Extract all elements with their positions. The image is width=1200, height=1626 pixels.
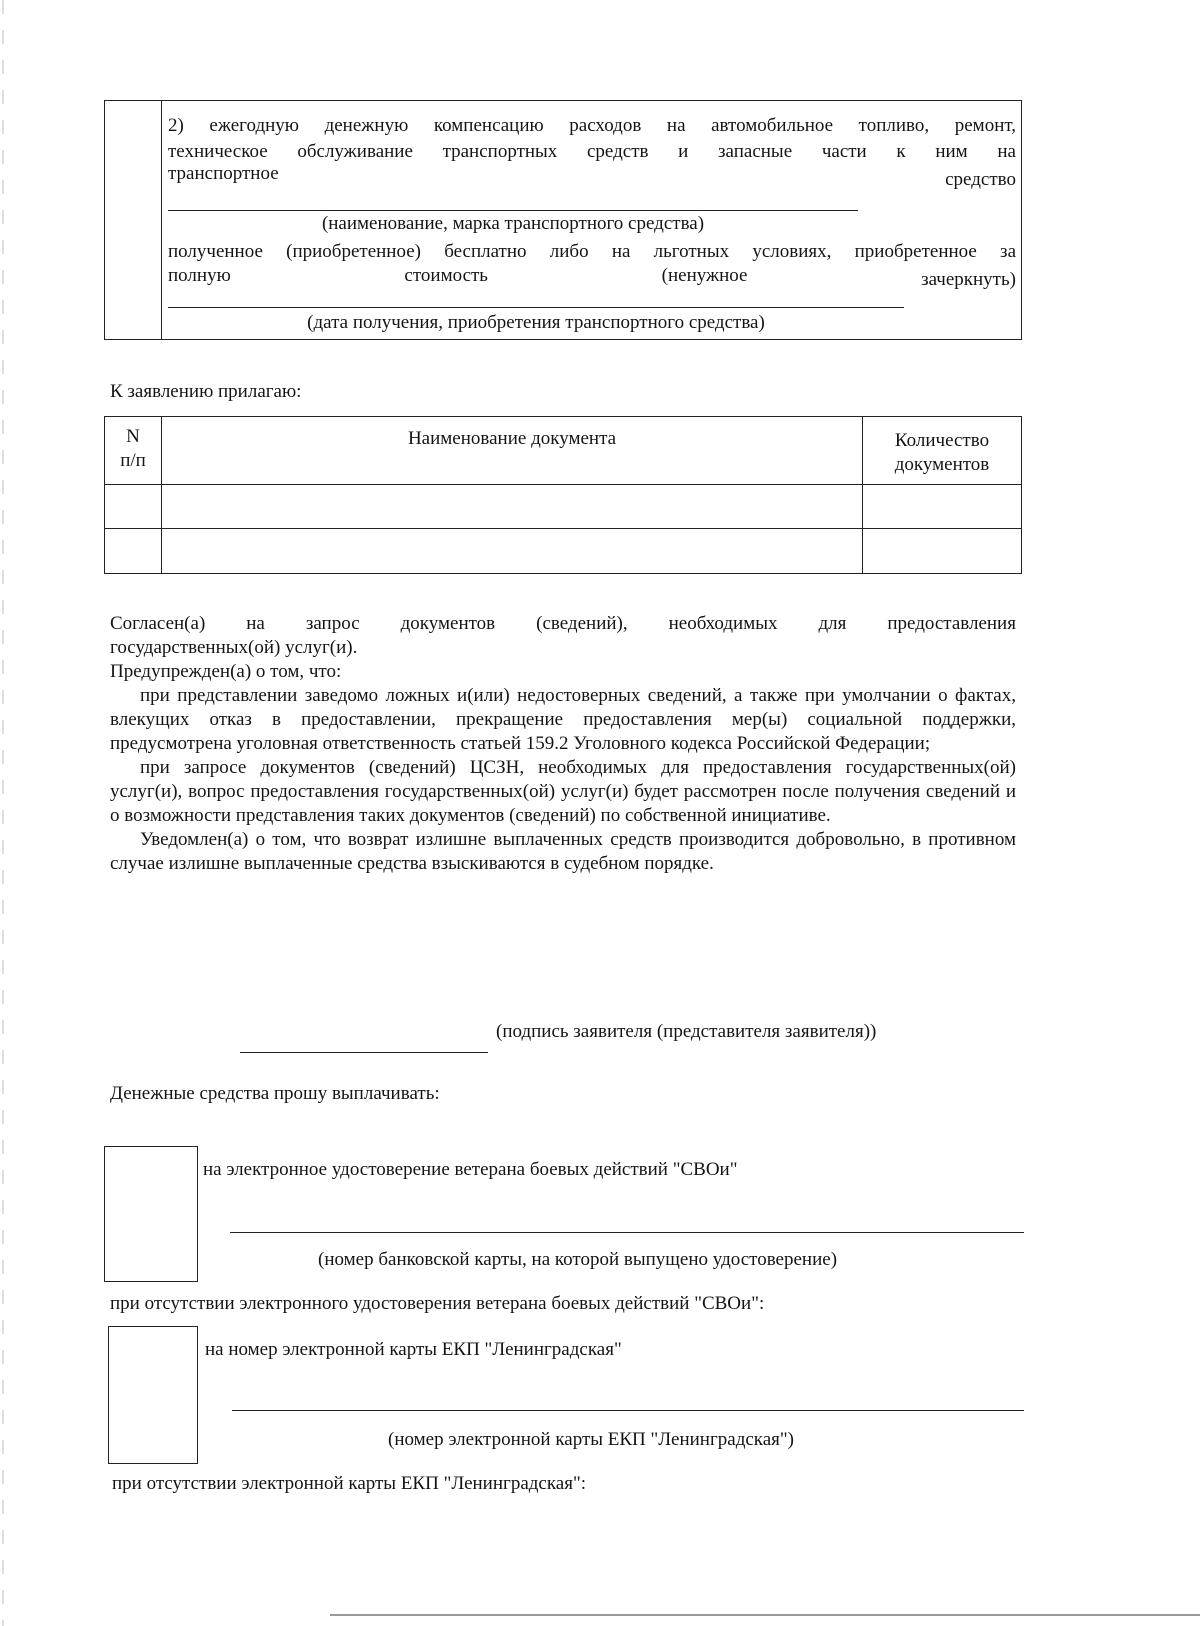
col-count-line1: Количество (894, 430, 990, 451)
received-word-1: полную (168, 265, 231, 286)
attachments-table (104, 416, 1022, 574)
agree-word-1: Согласен(а) (110, 613, 206, 634)
table-row-rule (105, 528, 1021, 529)
warned-heading: Предупрежден(а) о том, что: (110, 661, 342, 682)
svoi-card-number-field[interactable] (230, 1232, 1024, 1233)
scan-edge-marks (2, 0, 4, 1626)
received-word-3: (ненужное (661, 265, 748, 286)
item-text-line3-right: средство (945, 169, 1016, 190)
signature-caption: (подпись заявителя (представителя заявителя)) (496, 1021, 877, 1042)
fallback-ekp-text: при отсутствии электронной карты ЕКП "Ленинградская": (112, 1473, 586, 1494)
agree-line2: государственных(ой) услуг(и). (110, 637, 358, 658)
fallback-svoi-text: при отсутствии электронного удостоверения ветерана боевых действий "СВОи": (110, 1293, 765, 1314)
col-count-header (863, 429, 1021, 477)
option-svoi-label: на электронное удостоверение ветерана боевых действий "СВОи" (203, 1159, 738, 1180)
attachments-heading: К заявлению прилагаю: (110, 381, 302, 402)
warning-false-info: при представлении заведомо ложных и(или) недостоверных сведений, а также при умолчании о фактах, влекущих отказ в предоставлении, прекращение предоставления мер(ы) социальной поддержки, предусмотрена уголовная ответственность статьей 159.2 Уголовного кодекса Российской Федерации; (110, 685, 1016, 754)
option-ekp-label: на номер электронной карты ЕКП "Ленинградская" (205, 1339, 622, 1360)
item-text-line3-left: транспортное (168, 163, 279, 184)
agree-word-5: (сведений), (536, 613, 628, 634)
notice-refund: Уведомлен(а) о том, что возврат излишне выплаченных средств производится добровольно, в противном случае излишне выплаченные средства взыскиваются в судебном порядке. (110, 829, 1016, 874)
agree-word-4: документов (400, 613, 496, 634)
received-word-4: зачеркнуть) (921, 269, 1016, 290)
item-text-line1: 2) ежегодную денежную компенсацию расходов на автомобильное топливо, ремонт, (168, 115, 1016, 136)
item-text-line2: техническое обслуживание транспортных средств и запасные части к ним на (168, 141, 1016, 162)
box-column-divider (161, 101, 162, 339)
agree-word-6: необходимых (668, 613, 778, 634)
agree-word-2: на (246, 613, 265, 634)
consent-block (110, 636, 1016, 876)
agree-line1 (110, 612, 1016, 636)
col-count-line2: документов (894, 454, 990, 475)
receipt-date-field[interactable] (168, 307, 904, 308)
ekp-card-number-field[interactable] (232, 1410, 1024, 1411)
col-number-line2: п/п (120, 450, 146, 471)
payment-heading: Денежные средства прошу выплачивать: (110, 1083, 440, 1104)
item-text-line3 (168, 162, 1016, 190)
agree-word-8: предоставления (887, 613, 1016, 634)
agree-word-3: запрос (305, 613, 360, 634)
col-name-header: Наименование документа (407, 428, 617, 449)
col-number-line1: N (126, 426, 140, 447)
option-ekp-checkbox[interactable] (108, 1326, 198, 1464)
warning-document-request: при запросе документов (сведений) ЦСЗН, необходимых для предоставления государственных(ой) услуг(и), вопрос предоставления государственных(ой) услуг(и) будет рассмотрен после получения сведений и о возможности представления таких документов (сведений) по собственной инициативе. (110, 757, 1016, 826)
received-word-2: стоимость (404, 265, 488, 286)
option-svoi-caption: (номер банковской карты, на которой выпущено удостоверение) (318, 1249, 838, 1270)
received-line1: полученное (приобретенное) бесплатно либо на льготных условиях, приобретенное за (168, 241, 1016, 262)
signature-field[interactable] (240, 1052, 488, 1053)
agree-word-7: для (818, 613, 847, 634)
col-number-header (105, 425, 161, 473)
received-line2 (168, 264, 1016, 288)
option-svoi-checkbox[interactable] (104, 1146, 198, 1282)
date-caption: (дата получения, приобретения транспортного средства) (307, 312, 765, 333)
vehicle-name-field[interactable] (168, 210, 858, 211)
scan-bottom-edge (330, 1614, 1200, 1616)
vehicle-caption: (наименование, марка транспортного средства) (321, 213, 705, 234)
table-header-rule (105, 484, 1021, 485)
option-ekp-caption: (номер электронной карты ЕКП "Ленинградская") (388, 1429, 795, 1450)
